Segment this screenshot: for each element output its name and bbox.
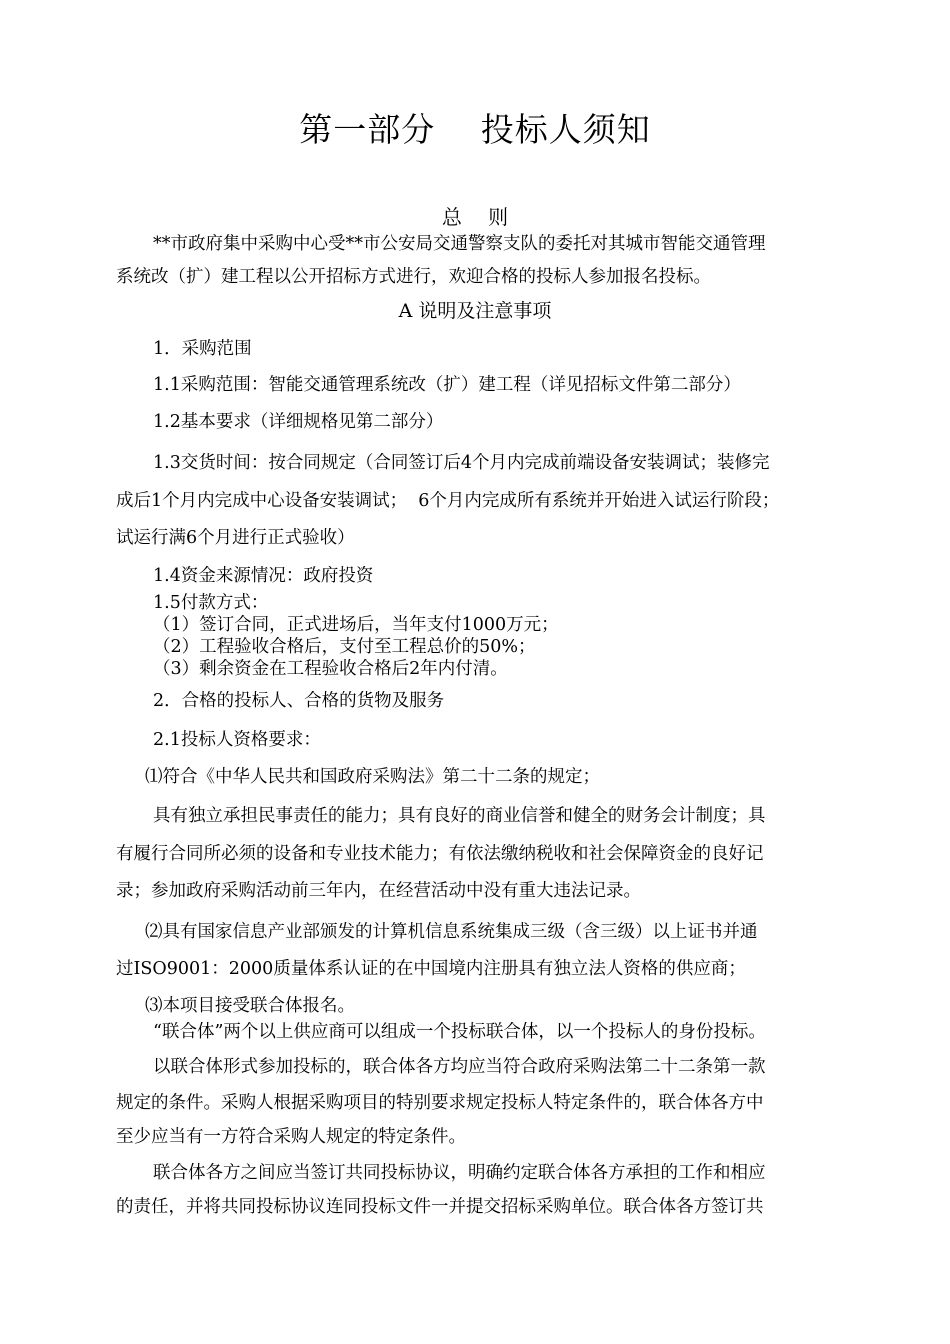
section-heading-general: 总 则: [441, 205, 509, 229]
paragraph-line: 2.1投标人资格要求：: [153, 730, 321, 750]
intro-line-2: 系统改（扩）建工程以公开招标方式进行，欢迎合格的投标人参加报名投标。: [116, 267, 711, 287]
paragraph-line: 至少应当有一方符合采购人规定的特定条件。: [116, 1127, 466, 1147]
paragraph-line: ⑵具有国家信息产业部颁发的计算机信息系统集成三级（含三级）以上证书并通: [145, 922, 758, 942]
paragraph-line: 成后1个月内完成中心设备安装调试； 6个月内完成所有系统并开始进入试运行阶段；: [116, 491, 780, 511]
intro-line-1: **市政府集中采购中心受**市公安局交通警察支队的委托对其城市智能交通管理: [153, 234, 766, 254]
page-title: 第一部分 投标人须知: [299, 110, 651, 149]
paragraph-line: 1.3交货时间：按合同规定（合同签订后4个月内完成前端设备安装调试；装修完: [153, 453, 770, 473]
paragraph-line: （1）签订合同，正式进场后，当年支付1000万元；: [153, 615, 559, 635]
paragraph-line: （3）剩余资金在工程验收合格后2年内付清。: [153, 659, 508, 679]
paragraph-line: 1.5付款方式：: [153, 593, 269, 613]
paragraph-line: 以联合体形式参加投标的，联合体各方均应当符合政府采购法第二十二条第一款: [153, 1057, 766, 1077]
paragraph-line: 1．采购范围: [153, 339, 252, 359]
paragraph-line: ⑶本项目接受联合体报名。: [145, 996, 355, 1016]
paragraph-line: 录；参加政府采购活动前三年内，在经营活动中没有重大违法记录。: [116, 881, 641, 901]
paragraph-line: 的责任，并将共同投标协议连同投标文件一并提交招标采购单位。联合体各方签订共: [116, 1197, 764, 1217]
paragraph-line: 试运行满6个月进行正式验收）: [116, 528, 355, 548]
paragraph-line: 1.4资金来源情况：政府投资: [153, 566, 374, 586]
paragraph-line: 过ISO9001：2000质量体系认证的在中国境内注册具有独立法人资格的供应商；: [116, 959, 746, 979]
paragraph-line: ⑴符合《中华人民共和国政府采购法》第二十二条的规定；: [145, 767, 600, 787]
paragraph-line: 联合体各方之间应当签订共同投标协议，明确约定联合体各方承担的工作和相应: [153, 1163, 766, 1183]
paragraph-line: “联合体”两个以上供应商可以组成一个投标联合体，以一个投标人的身份投标。: [153, 1022, 766, 1042]
paragraph-line: 1.1采购范围：智能交通管理系统改（扩）建工程（详见招标文件第二部分）: [153, 375, 741, 395]
paragraph-line: 具有独立承担民事责任的能力；具有良好的商业信誉和健全的财务会计制度；具: [153, 806, 766, 826]
paragraph-line: 有履行合同所必须的设备和专业技术能力；有依法缴纳税收和社会保障资金的良好记: [116, 844, 764, 864]
paragraph-line: 2．合格的投标人、合格的货物及服务: [153, 691, 445, 711]
paragraph-line: 规定的条件。采购人根据采购项目的特别要求规定投标人特定条件的，联合体各方中: [116, 1093, 764, 1113]
paragraph-line: （2）工程验收合格后，支付至工程总价的50%；: [153, 637, 536, 657]
paragraph-line: 1.2基本要求（详细规格见第二部分）: [153, 412, 444, 432]
section-heading-a: A 说明及注意事项: [398, 300, 552, 322]
